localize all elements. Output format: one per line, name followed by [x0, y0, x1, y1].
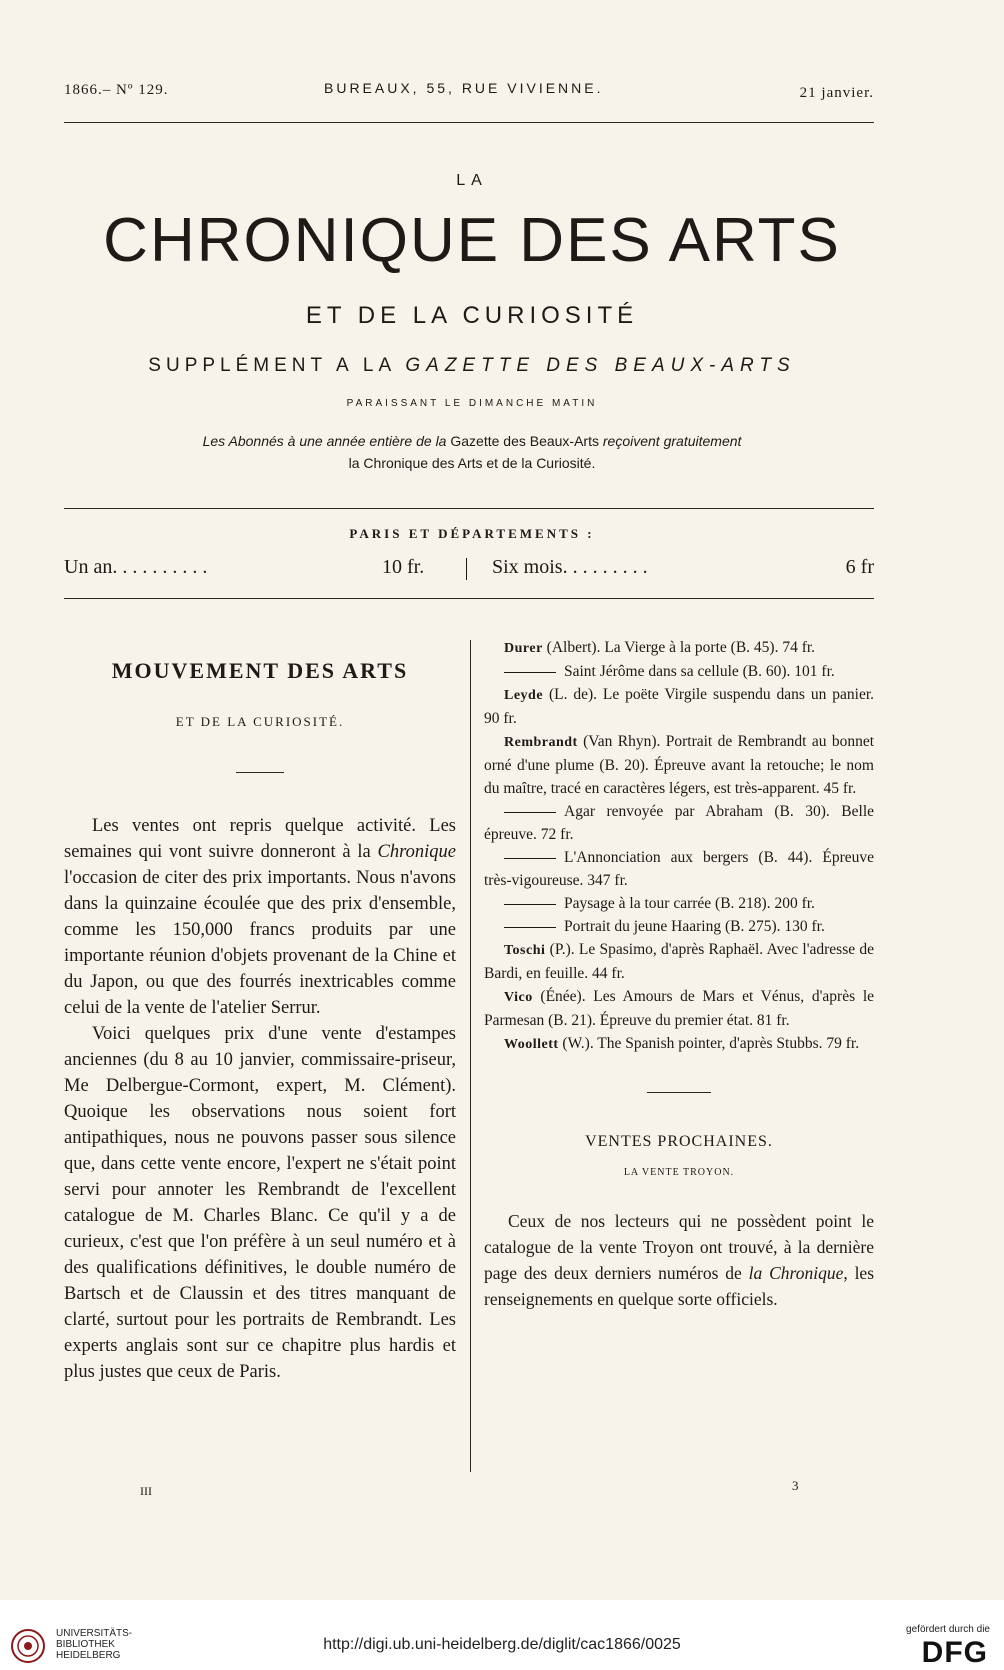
paragraph-text: l'occasion de citer des prix importants. Nous n'avons dans la quinzaine écoulée que des prix d'ensemble, comme les 150,000 francs produits par une importante réunion d'objets provenant de la Chine et du Japon, ou que des fourrés inextricables comme celui de la vente de l'atelier Serrur. — [64, 868, 456, 1018]
entry-text: (W.). The Spanish pointer, d'après Stubbs. 79 fr. — [562, 1035, 860, 1052]
digitization-footer — [0, 1600, 1004, 1670]
masthead-la: LA — [456, 172, 488, 189]
entry-text: L'Annonciation aux bergers (B. 44). Épreuve très-vigoureuse. 347 fr. — [484, 849, 874, 889]
artist-name: Rembrandt — [504, 735, 578, 750]
half-year-price: 6 fr — [845, 556, 874, 578]
source-url[interactable]: http://digi.ub.uni-heidelberg.de/diglit/cac1866/0025 — [323, 1636, 681, 1653]
paragraph-text: Les ventes ont repris quelque activité. Les semaines qui vont suivre donneront à la — [64, 816, 456, 862]
entry-text: (Van Rhyn). Portrait de Rembrandt au bonnet orné d'une plume (B. 20). Épreuve avant la retouche; le nom du maître, tracé en caractères légers, est très-apparent. 45 fr. — [484, 733, 875, 797]
paragraph-text: Ceux de nos lecteurs qui ne possèdent point le catalogue de la vente Troyon ont trouvé, à la dernière page des deux derniers numéros de — [484, 1211, 874, 1283]
prices-rule — [64, 598, 874, 599]
sale-entry — [484, 938, 874, 985]
chronique-italic: Chronique — [377, 842, 456, 862]
price-separator — [466, 558, 467, 580]
masthead-parution: PARAISSANT LE DIMANCHE MATIN — [346, 398, 598, 409]
masthead-rule — [64, 508, 874, 509]
column-divider — [470, 640, 471, 1472]
sale-entry — [484, 915, 874, 938]
masthead-title: CHRONIQUE DES ARTS — [103, 206, 841, 275]
library-line: UNIVERSITÄTS- — [56, 1628, 133, 1639]
artist-name: Leyde — [504, 688, 544, 703]
left-column — [64, 658, 456, 1385]
sale-entry — [484, 1032, 874, 1056]
entry-text: (Albert). La Vierge à la porte (B. 45). 74 fr. — [546, 639, 816, 656]
subscription-heading: PARIS ET DÉPARTEMENTS : — [349, 526, 595, 541]
section-rule — [647, 1092, 711, 1093]
entry-text: (P.). Le Spasimo, d'après Raphaël. Avec l'adresse de Bardi, en feuille. 44 fr. — [484, 941, 874, 982]
article-paragraph: Voici quelques prix d'une vente d'estampes anciennes (du 8 au 10 janvier, commissaire-priseur, Me Delbergue-Cormont, expert, M. Clément). Quoique les observations nous soient fort antipathiques, nous ne pouvons passer sous silence que, dans cette vente encore, l'expert ne s'était point servi pour annoter les Rembrandt de l'excellent catalogue de M. Charles Blanc. Ce qu'il y a de curieux, c'est que l'on préfère à un seul numéro et à des qualifications définitives, le double numéro de Bartsch et de Claussin et des titres manquant de clarté, surtout pour les portraits de Rembrandt. Les experts anglais sont sur ce chapitre plus hardis et plus justes que ceux de Paris. — [64, 1024, 456, 1382]
header-rule — [64, 122, 874, 123]
masthead-subscribers-note — [0, 430, 944, 474]
upcoming-sales-title: VENTES PROCHAINES. — [585, 1133, 773, 1150]
ditto-dash — [504, 858, 556, 859]
library-line: HEIDELBERG — [56, 1650, 121, 1661]
sale-entry — [484, 636, 874, 660]
supplement-prefix: SUPPLÉMENT A LA — [148, 355, 396, 376]
chronique-italic: la Chronique — [748, 1263, 844, 1283]
sale-entry — [484, 846, 874, 892]
ditto-dash — [504, 672, 556, 673]
troyon-paragraph — [484, 1208, 874, 1312]
section-subtitle: ET DE LA CURIOSITÉ. — [175, 714, 345, 729]
office-address: BUREAUX, 55, RUE VIVIENNE. — [324, 80, 604, 96]
right-column — [484, 636, 874, 1312]
library-line: BIBLIOTHEK — [56, 1639, 115, 1650]
article-paragraph — [64, 813, 456, 1021]
entry-text: Paysage à la tour carrée (B. 218). 200 fr. — [564, 895, 815, 912]
ditto-dash — [504, 812, 556, 813]
troyon-sale-title: LA VENTE TROYON. — [623, 1167, 735, 1178]
left-page-number: III — [140, 1484, 152, 1498]
supplement-gazette: GAZETTE DES BEAUX-ARTS — [405, 355, 796, 376]
entry-text: Agar renvoyée par Abraham (B. 30). Belle épreuve. 72 fr. — [484, 803, 874, 843]
entry-text: (Énée). Les Amours de Mars et Vénus, d'après le Parmesan (B. 21). Épreuve du premier état. 81 fr. — [484, 988, 875, 1029]
subscription-prices — [64, 556, 874, 582]
half-year-label: Six mois. . . . . . . . . — [492, 556, 648, 578]
paragraph-text: , les renseignements en quelque sorte officiels. — [484, 1263, 875, 1309]
abonnes-text-c: reçoivent gratuitement — [602, 433, 742, 449]
sale-entry — [484, 660, 874, 683]
entry-text: (L. de). Le poëte Virgile suspendu dans un panier. 90 fr. — [484, 686, 874, 727]
section-title: MOUVEMENT DES ARTS — [111, 658, 409, 683]
sale-entry — [484, 683, 874, 730]
sale-entry — [484, 892, 874, 915]
sale-entry — [484, 985, 874, 1032]
sale-entry — [484, 800, 874, 846]
masthead-supplement — [0, 355, 944, 377]
entry-text: Portrait du jeune Haaring (B. 275). 130 fr. — [564, 918, 825, 935]
year-label: Un an. . . . . . . . . . — [64, 556, 208, 578]
section-rule — [236, 772, 284, 773]
artist-name: Durer — [504, 641, 543, 656]
issue-header — [64, 82, 874, 106]
article-body — [64, 813, 456, 1385]
artist-name: Woollett — [504, 1037, 559, 1052]
issue-number: 1866.– Nº 129. — [64, 82, 169, 98]
abonnes-text-2: la Chronique des Arts et de la Curiosité. — [348, 455, 596, 471]
abonnes-text-a: Les Abonnés à une année entière de la — [202, 433, 447, 449]
artist-name: Vico — [504, 990, 533, 1005]
masthead-subtitle: ET DE LA CURIOSITÉ — [305, 302, 639, 329]
right-page-number: 3 — [792, 1478, 799, 1493]
artist-name: Toschi — [504, 943, 546, 958]
issue-date: 21 janvier. — [799, 85, 874, 101]
abonnes-text-b: Gazette des Beaux-Arts — [450, 433, 599, 449]
article-paragraph — [484, 1208, 874, 1312]
funded-by-label: gefördert durch die — [906, 1624, 990, 1635]
dfg-logo: DFG — [921, 1636, 988, 1669]
ditto-dash — [504, 904, 556, 905]
ditto-dash — [504, 927, 556, 928]
year-price: 10 fr. — [382, 556, 425, 578]
entry-text: Saint Jérôme dans sa cellule (B. 60). 101 fr. — [564, 663, 835, 680]
sale-entry — [484, 730, 874, 800]
